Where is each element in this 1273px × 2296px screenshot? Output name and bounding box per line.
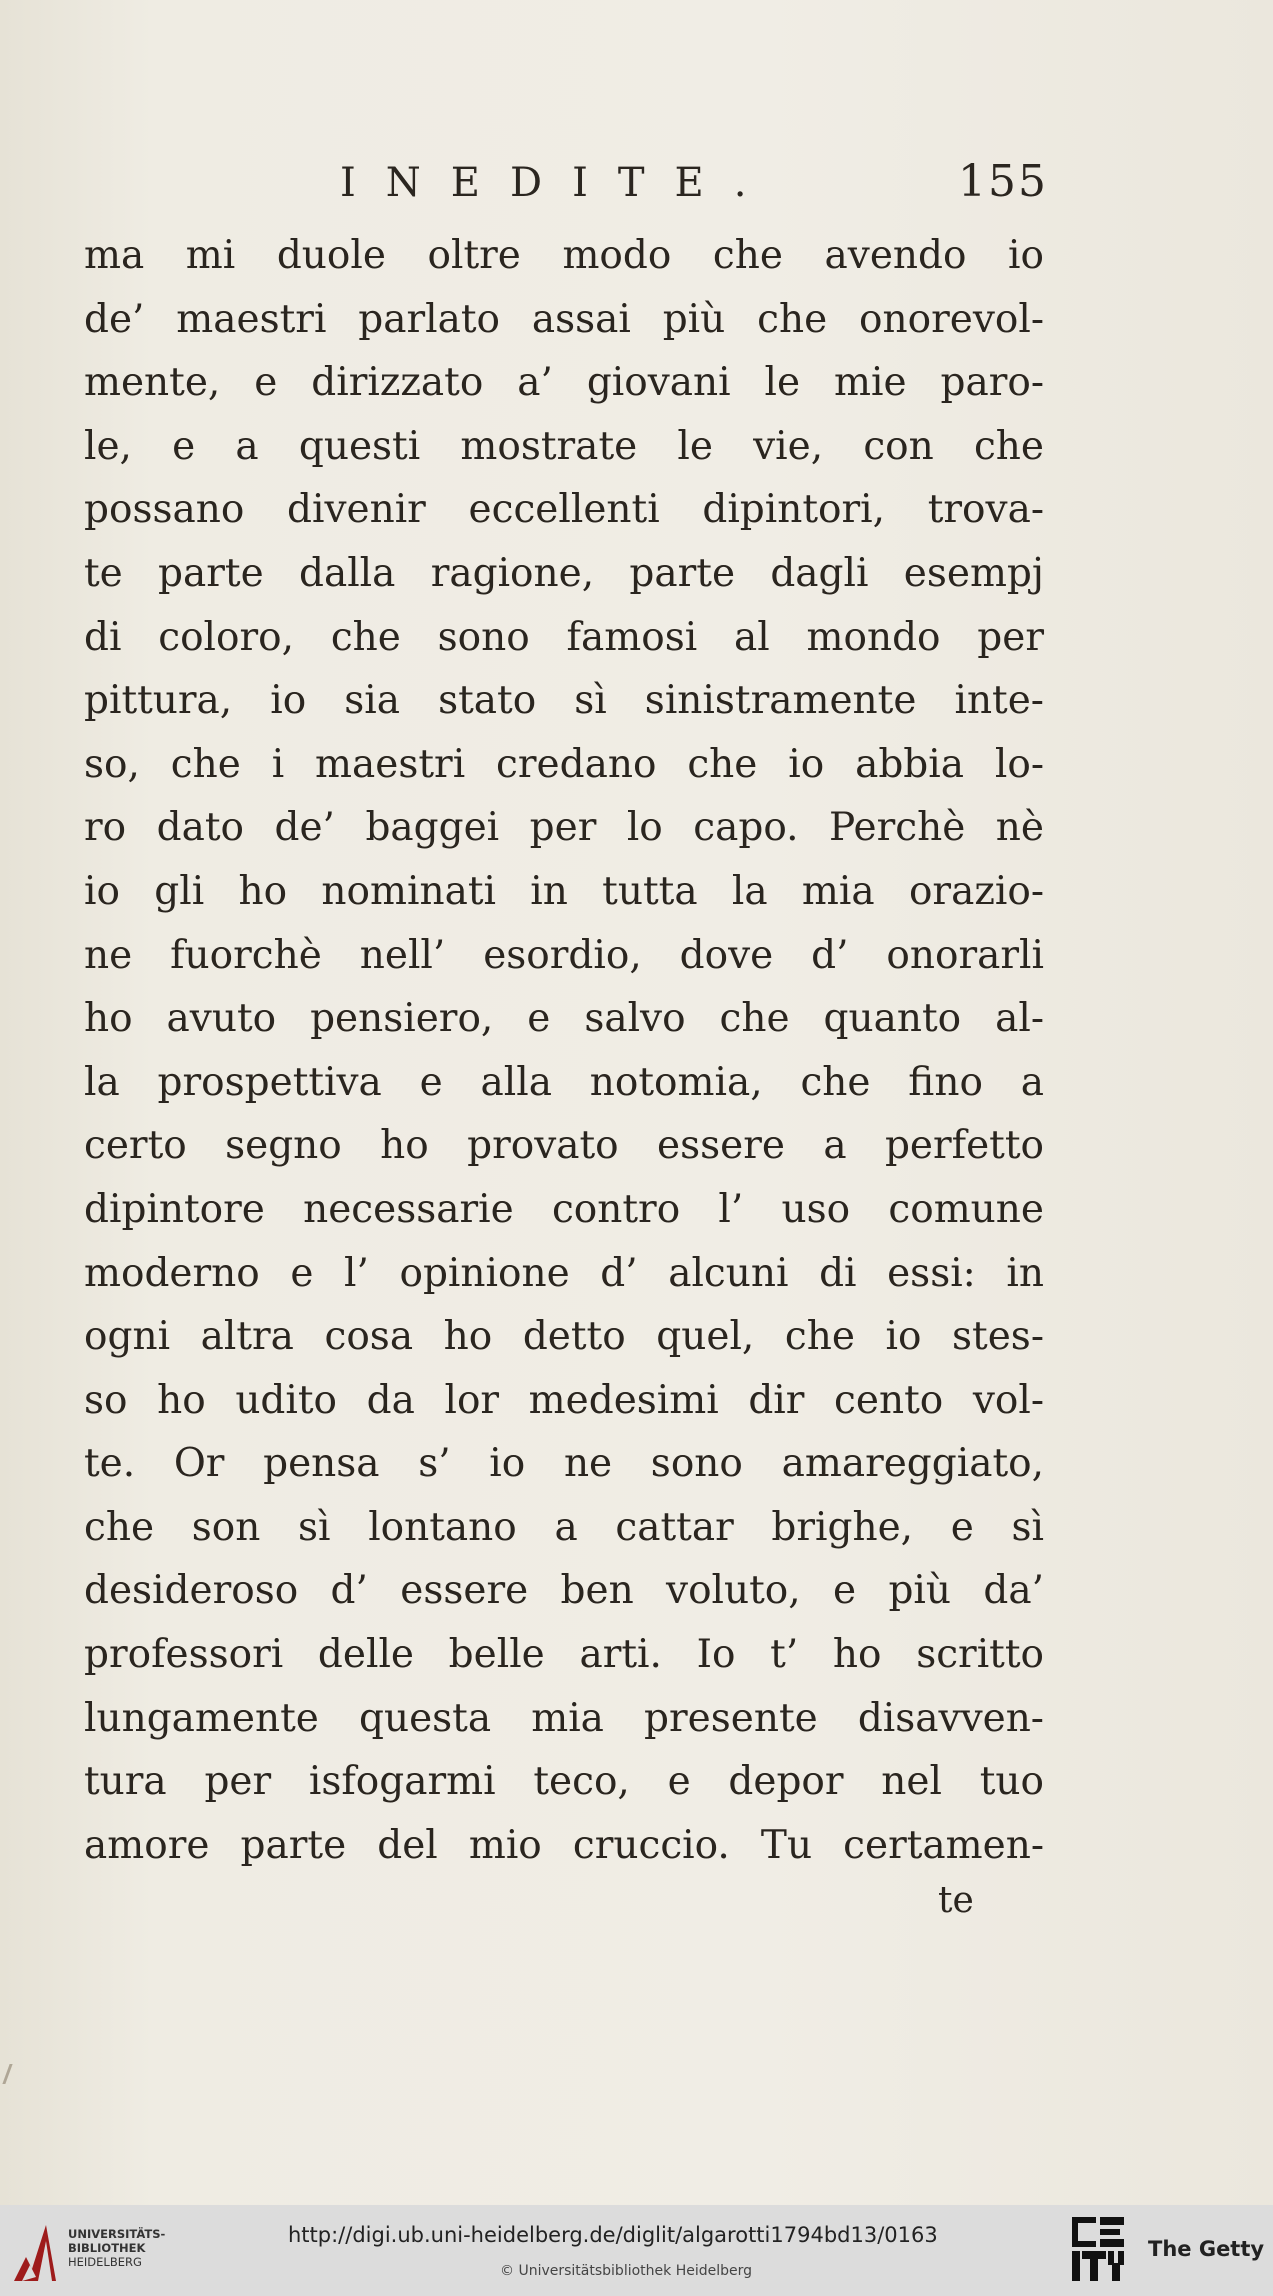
text-line: tura per isfogarmi teco, e depor nel tuo <box>84 1759 1044 1805</box>
university-name-line: UNIVERSITÄTS- <box>68 2227 166 2241</box>
text-line: dipintore necessarie contro l’ uso comune <box>84 1186 1044 1232</box>
text-line: ogni altra cosa ho detto quel, che io stes- <box>84 1314 1044 1360</box>
text-line: so ho udito da lor medesimi dir cento vol- <box>84 1377 1044 1423</box>
page-number: 155 <box>958 156 1048 207</box>
university-name <box>68 2227 165 2269</box>
catchword: te <box>938 1880 974 1921</box>
university-logo-icon[interactable] <box>12 2219 58 2283</box>
text-line: professori delle belle arti. Io t’ ho scritto <box>84 1632 1044 1678</box>
body-text <box>84 224 1044 1877</box>
copyright-notice: © Universitätsbibliothek Heidelberg <box>500 2263 753 2279</box>
university-name-line: HEIDELBERG <box>68 2255 142 2269</box>
text-line: de’ maestri parlato assai più che onorevol- <box>84 296 1044 342</box>
text-line: moderno e l’ opinione d’ alcuni di essi: in <box>84 1250 1044 1296</box>
text-line: io gli ho nominati in tutta la mia orazio- <box>84 868 1044 914</box>
text-line: so, che i maestri credano che io abbia lo- <box>84 741 1044 787</box>
permalink-url[interactable]: http://digi.ub.uni-heidelberg.de/diglit/algarotti1794bd13/0163 <box>288 2223 938 2247</box>
viewer-footer <box>0 2205 1273 2296</box>
page-header <box>0 156 1273 220</box>
text-line: ne fuorchè nell’ esordio, dove d’ onorarli <box>84 932 1044 978</box>
text-line: possano divenir eccellenti dipintori, trova- <box>84 487 1044 533</box>
getty-logo-icon[interactable] <box>1072 2217 1126 2283</box>
getty-name: The Getty <box>1148 2237 1265 2261</box>
text-line: mente, e dirizzato a’ giovani le mie paro- <box>84 360 1044 406</box>
text-line: la prospettiva e alla notomia, che fino a <box>84 1059 1044 1105</box>
margin-mark <box>2 2064 28 2084</box>
text-line: ho avuto pensiero, e salvo che quanto al- <box>84 996 1044 1042</box>
text-line: le, e a questi mostrate le vie, con che <box>84 423 1044 469</box>
text-line: ro dato de’ baggei per lo capo. Perchè nè <box>84 805 1044 851</box>
text-line: che son sì lontano a cattar brighe, e sì <box>84 1504 1044 1550</box>
text-line: ma mi duole oltre modo che avendo io <box>84 233 1044 278</box>
university-name-line: BIBLIOTHEK <box>68 2241 146 2255</box>
text-line: certo segno ho provato essere a perfetto <box>84 1123 1044 1169</box>
text-line: pittura, io sia stato sì sinistramente inte- <box>84 678 1044 724</box>
text-line: desideroso d’ essere ben voluto, e più da’ <box>84 1568 1044 1614</box>
text-line: te. Or pensa s’ io ne sono amareggiato, <box>84 1441 1044 1487</box>
text-line: di coloro, che sono famosi al mondo per <box>84 614 1044 660</box>
text-line: lungamente questa mia presente disavven- <box>84 1695 1044 1741</box>
text-line: amore parte del mio cruccio. Tu certamen- <box>84 1822 1044 1868</box>
text-line: te parte dalla ragione, parte dagli esempj <box>84 550 1044 596</box>
running-head: INEDITE. <box>340 160 777 206</box>
